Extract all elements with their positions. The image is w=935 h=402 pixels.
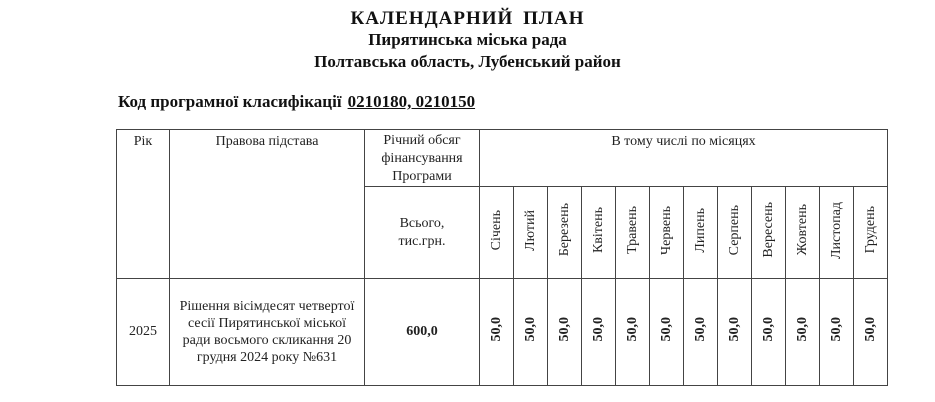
program-code-label: Код програмної класифікації	[118, 92, 342, 111]
month-header: Вересень	[752, 187, 786, 279]
month-value: 50,0	[786, 279, 820, 386]
month-header: Жовтень	[786, 187, 820, 279]
month-header: Червень	[650, 187, 684, 279]
month-value: 50,0	[480, 279, 514, 386]
header-annual-volume: Річний обсяг фінансування Програми	[365, 130, 480, 187]
header-monthly-breakdown: В тому числі по місяцях	[480, 130, 888, 187]
month-value: 50,0	[718, 279, 752, 386]
month-header: Березень	[548, 187, 582, 279]
row-legal-basis: Рішення вісімдесят четвертої сесії Пирятинської міської ради восьмого скликання 20 грудня 2024 року №631	[170, 279, 365, 386]
month-value: 50,0	[582, 279, 616, 386]
month-value: 50,0	[650, 279, 684, 386]
month-header: Травень	[616, 187, 650, 279]
calendar-plan-table	[116, 129, 888, 386]
row-total: 600,0	[365, 279, 480, 386]
month-header: Лютий	[514, 187, 548, 279]
month-value: 50,0	[684, 279, 718, 386]
program-code-value: 0210180, 0210150	[347, 92, 476, 111]
month-value: 50,0	[616, 279, 650, 386]
month-header: Січень	[480, 187, 514, 279]
month-value: 50,0	[820, 279, 854, 386]
month-header: Квітень	[582, 187, 616, 279]
month-header: Листопад	[820, 187, 854, 279]
month-header: Грудень	[854, 187, 888, 279]
month-header: Серпень	[718, 187, 752, 279]
header-year: Рік	[117, 130, 170, 279]
month-header: Липень	[684, 187, 718, 279]
row-year: 2025	[117, 279, 170, 386]
plan-title: КАЛЕНДАРНИЙ ПЛАН	[350, 8, 585, 29]
program-code-line	[118, 92, 475, 112]
organization-name: Пирятинська міська рада	[368, 30, 567, 49]
month-value: 50,0	[854, 279, 888, 386]
table-row	[117, 279, 888, 386]
month-value: 50,0	[548, 279, 582, 386]
header-legal-basis: Правова підстава	[170, 130, 365, 279]
header-total: Всього, тис.грн.	[365, 187, 480, 279]
month-value: 50,0	[752, 279, 786, 386]
month-value: 50,0	[514, 279, 548, 386]
region-name: Полтавська область, Лубенський район	[314, 52, 621, 71]
